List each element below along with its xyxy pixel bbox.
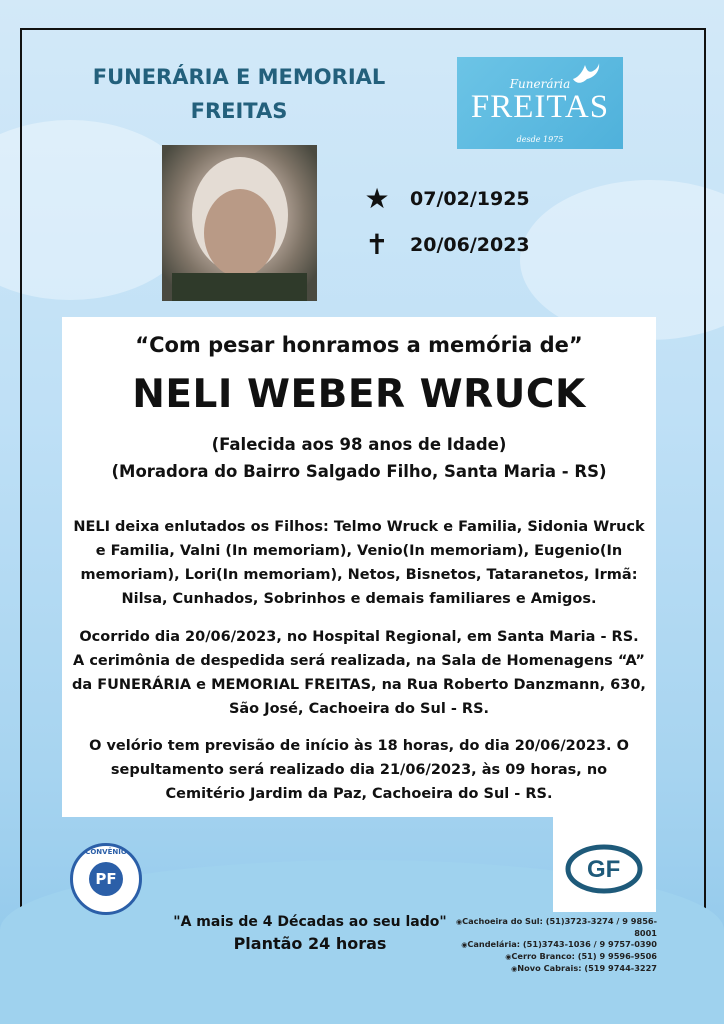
logo-line1: Funerária	[509, 77, 571, 91]
seal-label: PF	[89, 862, 123, 896]
contact-item: ◉ Candelária: (51)3743-1036 / 9 9757-0390	[455, 939, 657, 951]
plantao-24h: Plantão 24 horas	[233, 934, 387, 953]
logo-line2: FREITAS	[470, 89, 610, 125]
deceased-photo	[162, 145, 317, 301]
ceremony-paragraph: Ocorrido dia 20/06/2023, no Hospital Regional, em Santa Maria - RS. A cerimônia de despedida será realizada, na Sala de Homenagens “A” da FUNERÁRIA e MEMORIAL FREITAS, na Rua Roberto Danzmann, 630, São José, Cachoeira do Sul - RS.	[72, 629, 646, 717]
residence-note: (Moradora do Bairro Salgado Filho, Santa Maria - RS)	[111, 462, 607, 481]
gf-logo-icon	[553, 817, 656, 912]
logo-line3: desde 1975	[516, 135, 564, 144]
gf-logo	[553, 817, 656, 912]
freitas-logo	[457, 57, 623, 149]
contact-list	[455, 916, 657, 975]
death-date: 20/06/2023	[410, 233, 530, 256]
pf-convenio-seal	[70, 843, 142, 915]
birth-row	[360, 182, 530, 215]
star-icon: ★	[364, 182, 390, 215]
birth-date: 07/02/1925	[410, 187, 530, 210]
contact-item: ◉ Cachoeira do Sul: (51)3723-3274 / 9 9856-8001	[455, 916, 657, 939]
contact-item: ◉ Novo Cabrais: (519 9744-3227	[455, 963, 657, 975]
deceased-name: NELI WEBER WRUCK	[132, 372, 586, 417]
age-note: (Falecida aos 98 anos de Idade)	[211, 435, 507, 454]
slogan: "A mais de 4 Décadas ao seu lado"	[173, 914, 447, 930]
family-paragraph: NELI deixa enlutados os Filhos: Telmo Wruck e Familia, Sidonia Wruck e Familia, Valni (In memoriam), Venio(In memoriam), Eugenio(In memoriam), Lori(In memoriam), Netos, Bisnetos, Tataranetos, Irmã: Nilsa, Cunhados, Sobrinhos e demais familiares e Amigos.	[73, 519, 645, 607]
seal-ring-text: CONVÊNIO	[85, 848, 127, 856]
death-row	[360, 228, 530, 261]
burial-paragraph: O velório tem previsão de início às 18 horas, do dia 20/06/2023. O sepultamento será realizado dia 21/06/2023, às 09 horas, no Cemitério Jardim da Paz, Cachoeira do Sul - RS.	[89, 738, 629, 802]
svg-text:GF: GF	[587, 856, 621, 883]
cross-icon: ✝	[365, 228, 389, 261]
funeral-home-title: FUNERÁRIA E MEMORIAL FREITAS	[92, 65, 386, 123]
contact-item: ◉ Cerro Branco: (51) 9 9596-9506	[455, 951, 657, 963]
intro-text: “Com pesar honramos a memória de”	[135, 333, 583, 357]
